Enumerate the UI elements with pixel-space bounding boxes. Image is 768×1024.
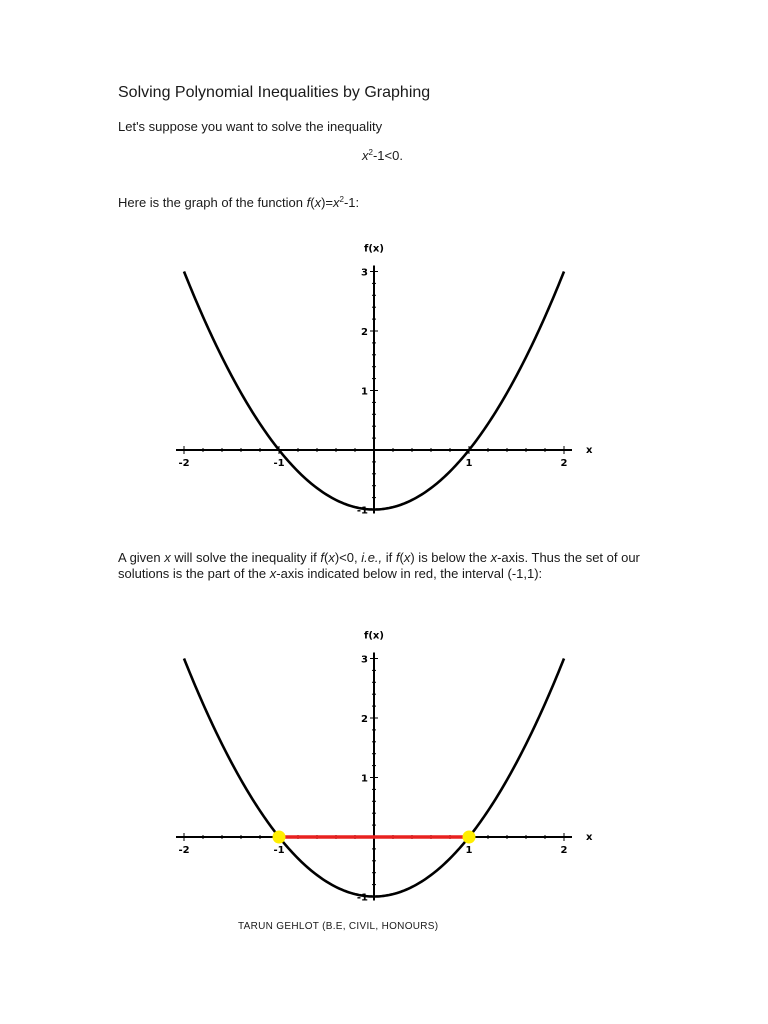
solution-paragraph: [118, 550, 658, 582]
st-f1: f: [320, 550, 324, 565]
gi-pre: Here is the graph of the function: [118, 195, 307, 210]
y-tick-label: -1: [356, 505, 368, 517]
x-tick-label: 1: [465, 845, 473, 856]
st-s3: (: [323, 550, 329, 565]
st-s4: )<0,: [334, 550, 362, 565]
y-tick-label: 2: [361, 327, 368, 338]
x-axis-label: x: [586, 832, 593, 843]
st-x3: x: [403, 550, 411, 565]
y-tick-label: 2: [361, 714, 368, 725]
gi-lp: (: [310, 195, 315, 210]
y-tick-label: 1: [361, 773, 368, 785]
st-s8: -axis. Thus the set of our solutions is the part of the: [118, 550, 640, 581]
eq-var: x: [362, 148, 369, 163]
y-tick-label: -1: [356, 892, 368, 904]
inequality-equation: [362, 148, 403, 163]
endpoint-dot: [463, 831, 476, 844]
gi-x: x: [314, 195, 322, 210]
y-tick-label: 3: [361, 267, 368, 279]
graph-intro-paragraph: [118, 195, 359, 211]
st-s2: will solve the inequality if: [170, 550, 321, 565]
st-s1: A given: [118, 550, 165, 565]
x-tick-label: -2: [178, 845, 190, 856]
eq-exponent: 2: [368, 148, 373, 157]
y-axis-label: f(x): [364, 630, 384, 642]
x-tick-label: 2: [560, 845, 568, 856]
parabola-graph-1: [0, 230, 768, 520]
st-s5: if: [382, 550, 396, 565]
st-s6: (: [399, 550, 404, 565]
st-x2: x: [328, 550, 335, 565]
x-tick-label: -1: [273, 458, 285, 469]
st-x4: x: [490, 550, 498, 565]
eq-rest: -1<0.: [372, 148, 403, 163]
gi-x2: x: [333, 195, 340, 210]
parabola-graph-2: [0, 617, 768, 907]
x-tick-label: 1: [465, 458, 473, 469]
x-tick-label: -2: [178, 458, 190, 469]
y-tick-label: 1: [361, 386, 368, 398]
st-ie: i.e.,: [361, 550, 383, 565]
y-tick-label: 3: [361, 654, 368, 666]
gi-exponent: 2: [339, 195, 344, 204]
gi-rp: )=: [321, 195, 334, 210]
x-tick-label: -1: [273, 845, 285, 856]
st-x1: x: [164, 550, 171, 565]
page-title: Solving Polynomial Inequalities by Graphing: [118, 84, 431, 101]
x-tick-label: 2: [560, 458, 568, 469]
footer-author: TARUN GEHLOT (B.E, CIVIL, HONOURS): [238, 921, 439, 932]
st-s7: ) is below the: [410, 550, 491, 565]
st-f2: f: [395, 550, 400, 565]
st-x5: x: [269, 566, 277, 581]
gi-post: -1:: [343, 195, 360, 210]
st-s9: -axis indicated below in red, the interval (-1,1):: [276, 566, 543, 581]
endpoint-dot: [273, 831, 286, 844]
intro-paragraph: Let's suppose you want to solve the inequality: [118, 119, 383, 134]
y-axis-label: f(x): [364, 243, 384, 255]
x-axis-label: x: [586, 445, 593, 456]
gi-f: f: [306, 195, 311, 210]
